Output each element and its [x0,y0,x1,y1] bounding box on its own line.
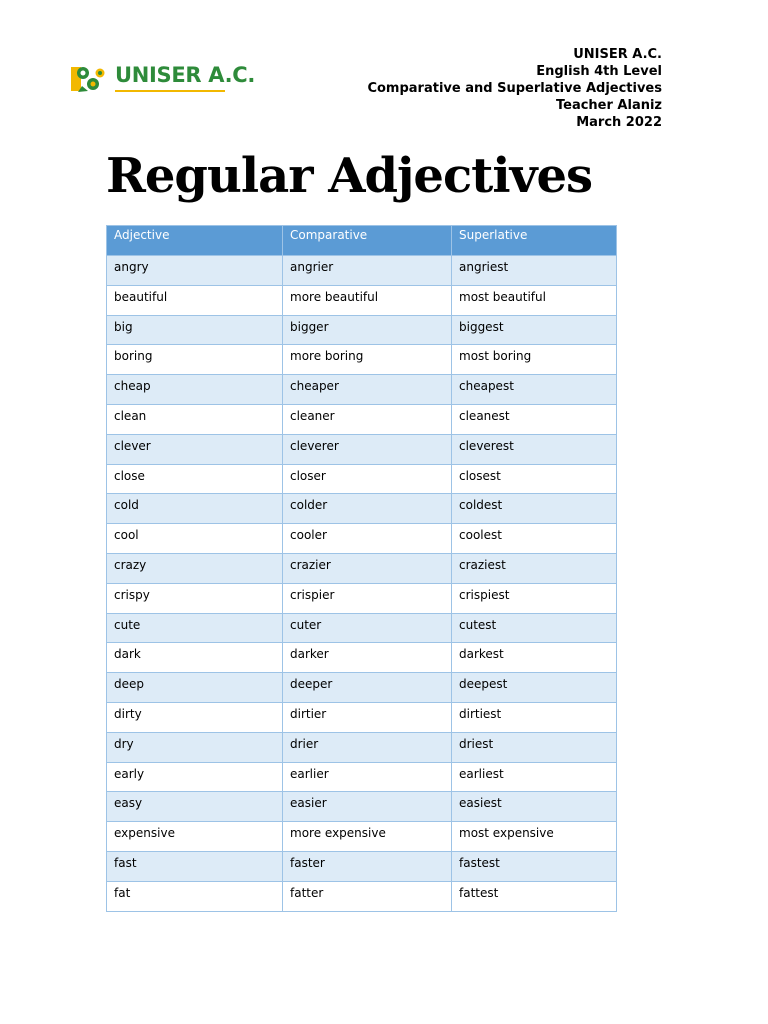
adjective-cell: cheap [107,375,283,405]
superlative-cell: biggest [452,315,617,345]
superlative-cell: dirtiest [452,702,617,732]
header-topic: Comparative and Superlative Adjectives [367,81,662,96]
uniser-logo [70,62,256,96]
header-level: English 4th Level [536,64,662,79]
table-row [107,553,617,583]
logo-text: UNISER A.C. [115,63,256,87]
table-row [107,464,617,494]
superlative-cell: coldest [452,494,617,524]
uniser-logo-icon [70,64,106,94]
adjective-cell: dirty [107,702,283,732]
superlative-cell: cheapest [452,375,617,405]
table-row [107,851,617,881]
adjective-cell: dry [107,732,283,762]
comparative-cell: more expensive [283,822,452,852]
superlative-cell: coolest [452,524,617,554]
table-row [107,643,617,673]
comparative-cell: earlier [283,762,452,792]
superlative-cell: closest [452,464,617,494]
column-header-superlative: Superlative [452,226,617,256]
header-institution: UNISER A.C. [573,47,662,62]
adjective-cell: cute [107,613,283,643]
superlative-cell: cleanest [452,404,617,434]
comparative-cell: closer [283,464,452,494]
table-row [107,762,617,792]
adjective-cell: angry [107,256,283,286]
table-row [107,881,617,911]
adjectives-table [106,225,617,912]
comparative-cell: darker [283,643,452,673]
adjective-cell: big [107,315,283,345]
comparative-cell: easier [283,792,452,822]
table-row [107,702,617,732]
adjective-cell: clever [107,434,283,464]
adjective-cell: crispy [107,583,283,613]
comparative-cell: dirtier [283,702,452,732]
superlative-cell: easiest [452,792,617,822]
superlative-cell: most beautiful [452,285,617,315]
comparative-cell: cleverer [283,434,452,464]
adjective-cell: cold [107,494,283,524]
table-row [107,434,617,464]
comparative-cell: cooler [283,524,452,554]
adjective-cell: fat [107,881,283,911]
table-row [107,404,617,434]
superlative-cell: driest [452,732,617,762]
comparative-cell: crazier [283,553,452,583]
superlative-cell: angriest [452,256,617,286]
superlative-cell: cleverest [452,434,617,464]
header-date: March 2022 [576,115,662,130]
comparative-cell: deeper [283,673,452,703]
adjective-cell: dark [107,643,283,673]
comparative-cell: cleaner [283,404,452,434]
superlative-cell: deepest [452,673,617,703]
table-row [107,345,617,375]
adjective-cell: cool [107,524,283,554]
table-row [107,732,617,762]
adjective-cell: close [107,464,283,494]
table-row [107,375,617,405]
comparative-cell: crispier [283,583,452,613]
table-row [107,673,617,703]
table-row [107,494,617,524]
adjective-cell: crazy [107,553,283,583]
adjective-cell: fast [107,851,283,881]
logo-underline [115,90,225,92]
superlative-cell: earliest [452,762,617,792]
document-header [367,46,662,131]
superlative-cell: craziest [452,553,617,583]
comparative-cell: angrier [283,256,452,286]
adjective-cell: clean [107,404,283,434]
comparative-cell: cheaper [283,375,452,405]
superlative-cell: most boring [452,345,617,375]
table-row [107,285,617,315]
table-row [107,613,617,643]
adjective-cell: beautiful [107,285,283,315]
comparative-cell: drier [283,732,452,762]
comparative-cell: cuter [283,613,452,643]
adjective-cell: expensive [107,822,283,852]
comparative-cell: fatter [283,881,452,911]
adjective-cell: easy [107,792,283,822]
superlative-cell: most expensive [452,822,617,852]
table-row [107,583,617,613]
table-row [107,822,617,852]
table-row [107,792,617,822]
superlative-cell: fastest [452,851,617,881]
adjective-cell: early [107,762,283,792]
comparative-cell: faster [283,851,452,881]
superlative-cell: crispiest [452,583,617,613]
adjective-cell: boring [107,345,283,375]
comparative-cell: more boring [283,345,452,375]
table-row [107,315,617,345]
superlative-cell: fattest [452,881,617,911]
page-title: Regular Adjectives [106,148,593,204]
comparative-cell: colder [283,494,452,524]
comparative-cell: bigger [283,315,452,345]
comparative-cell: more beautiful [283,285,452,315]
superlative-cell: darkest [452,643,617,673]
adjective-cell: deep [107,673,283,703]
header-teacher: Teacher Alaniz [555,98,662,113]
table-header-row [107,226,617,256]
column-header-comparative: Comparative [283,226,452,256]
superlative-cell: cutest [452,613,617,643]
column-header-adjective: Adjective [107,226,283,256]
table-row [107,524,617,554]
table-row [107,256,617,286]
